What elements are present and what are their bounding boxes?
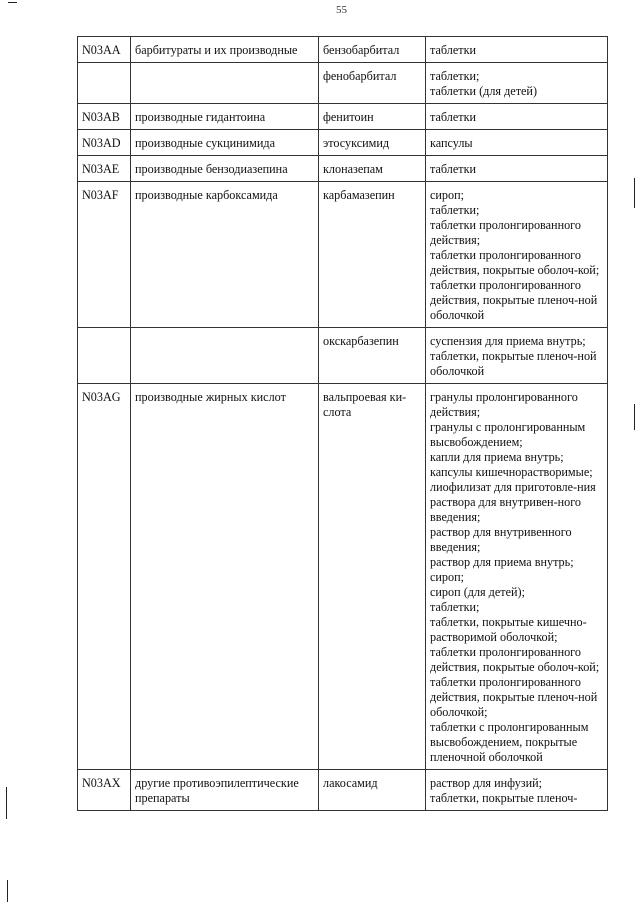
dosage-form-item: таблетки пролонгированного действия;	[430, 218, 581, 247]
drug-table-body	[78, 37, 608, 811]
code-cell: N03AD	[78, 130, 131, 156]
dosage-forms-cell	[426, 770, 608, 811]
page-number: 55	[336, 4, 347, 16]
code-cell: N03AA	[78, 37, 131, 63]
dosage-form-item: таблетки	[430, 110, 477, 124]
code-cell: N03AF	[78, 182, 131, 328]
group-cell: производные сукцинимида	[131, 130, 319, 156]
code-cell: N03AE	[78, 156, 131, 182]
dosage-form-item: капсулы	[430, 136, 473, 150]
table-row	[78, 384, 608, 770]
code-cell: N03AB	[78, 104, 131, 130]
table-row	[78, 182, 608, 328]
group-cell: другие противоэпилептические препараты	[131, 770, 319, 811]
table-row	[78, 156, 608, 182]
scan-mark-bottom-left	[7, 880, 8, 902]
dosage-form-item: раствор для инфузий;	[430, 776, 543, 790]
group-cell: производные жирных кислот	[131, 384, 319, 770]
table-row	[78, 104, 608, 130]
dosage-form-item: сироп;	[430, 570, 465, 584]
dosage-form-item: таблетки, покрытые кишечно-растворимой оболочкой;	[430, 615, 587, 644]
group-cell: производные карбоксамида	[131, 182, 319, 328]
dosage-forms-cell	[426, 37, 608, 63]
dosage-form-item: таблетки пролонгированного действия, покрытые пленоч-ной оболочкой;	[430, 675, 598, 719]
dosage-forms-cell	[426, 384, 608, 770]
dosage-form-item: суспензия для приема внутрь;	[430, 334, 586, 348]
dosage-form-item: таблетки, покрытые пленоч-	[430, 791, 578, 805]
dosage-form-item: раствор для приема внутрь;	[430, 555, 574, 569]
substance-cell: вальпроевая ки-слота	[319, 384, 426, 770]
dosage-form-item: таблетки с пролонгированным высвобождением, покрытые пленочной оболочкой	[430, 720, 589, 764]
drug-table	[77, 36, 608, 811]
dosage-form-item: раствор для внутривенного введения;	[430, 525, 572, 554]
substance-cell: фенитоин	[319, 104, 426, 130]
group-cell	[131, 63, 319, 104]
scan-mark-right-1	[634, 178, 635, 208]
scan-mark-right-2	[634, 404, 635, 430]
dosage-form-item: таблетки пролонгированного действия, покрытые оболоч-кой;	[430, 645, 600, 674]
dosage-form-item: сироп;	[430, 188, 465, 202]
dosage-form-item: гранулы пролонгированного действия;	[430, 390, 578, 419]
dosage-form-item: таблетки	[430, 43, 477, 57]
dosage-forms-cell	[426, 104, 608, 130]
dosage-form-item: таблетки	[430, 162, 477, 176]
code-cell: N03AG	[78, 384, 131, 770]
code-cell	[78, 328, 131, 384]
table-row	[78, 37, 608, 63]
dosage-form-item: капсулы кишечнорастворимые;	[430, 465, 593, 479]
dosage-form-item: таблетки (для детей)	[430, 84, 538, 98]
dosage-form-item: таблетки;	[430, 203, 480, 217]
dosage-form-item: сироп (для детей);	[430, 585, 525, 599]
dosage-forms-cell	[426, 182, 608, 328]
code-cell: N03AX	[78, 770, 131, 811]
scan-mark-top-left	[8, 2, 17, 3]
code-cell	[78, 63, 131, 104]
substance-cell: лакосамид	[319, 770, 426, 811]
dosage-form-item: таблетки;	[430, 600, 480, 614]
table-row	[78, 63, 608, 104]
dosage-form-item: капли для приема внутрь;	[430, 450, 564, 464]
dosage-form-item: гранулы с пролонгированным высвобождением;	[430, 420, 586, 449]
table-row	[78, 130, 608, 156]
dosage-forms-cell	[426, 63, 608, 104]
substance-cell: карбамазепин	[319, 182, 426, 328]
substance-cell: окскарбазепин	[319, 328, 426, 384]
scan-mark-left	[6, 787, 7, 819]
substance-cell: бензобарбитал	[319, 37, 426, 63]
dosage-forms-cell	[426, 328, 608, 384]
dosage-form-item: таблетки пролонгированного действия, покрытые оболоч-кой;	[430, 248, 600, 277]
group-cell: производные бензодиазепина	[131, 156, 319, 182]
dosage-form-item: таблетки пролонгированного действия, покрытые пленоч-ной оболочкой	[430, 278, 598, 322]
substance-cell: этосуксимид	[319, 130, 426, 156]
group-cell: производные гидантоина	[131, 104, 319, 130]
dosage-forms-cell	[426, 130, 608, 156]
group-cell: барбитураты и их производные	[131, 37, 319, 63]
substance-cell: фенобарбитал	[319, 63, 426, 104]
dosage-form-item: таблетки;	[430, 69, 480, 83]
table-row	[78, 770, 608, 811]
dosage-form-item: таблетки, покрытые пленоч-ной оболочкой	[430, 349, 597, 378]
group-cell	[131, 328, 319, 384]
dosage-form-item: лиофилизат для приготовле-ния раствора для внутривен-ного введения;	[430, 480, 596, 524]
substance-cell: клоназепам	[319, 156, 426, 182]
table-row	[78, 328, 608, 384]
dosage-forms-cell	[426, 156, 608, 182]
